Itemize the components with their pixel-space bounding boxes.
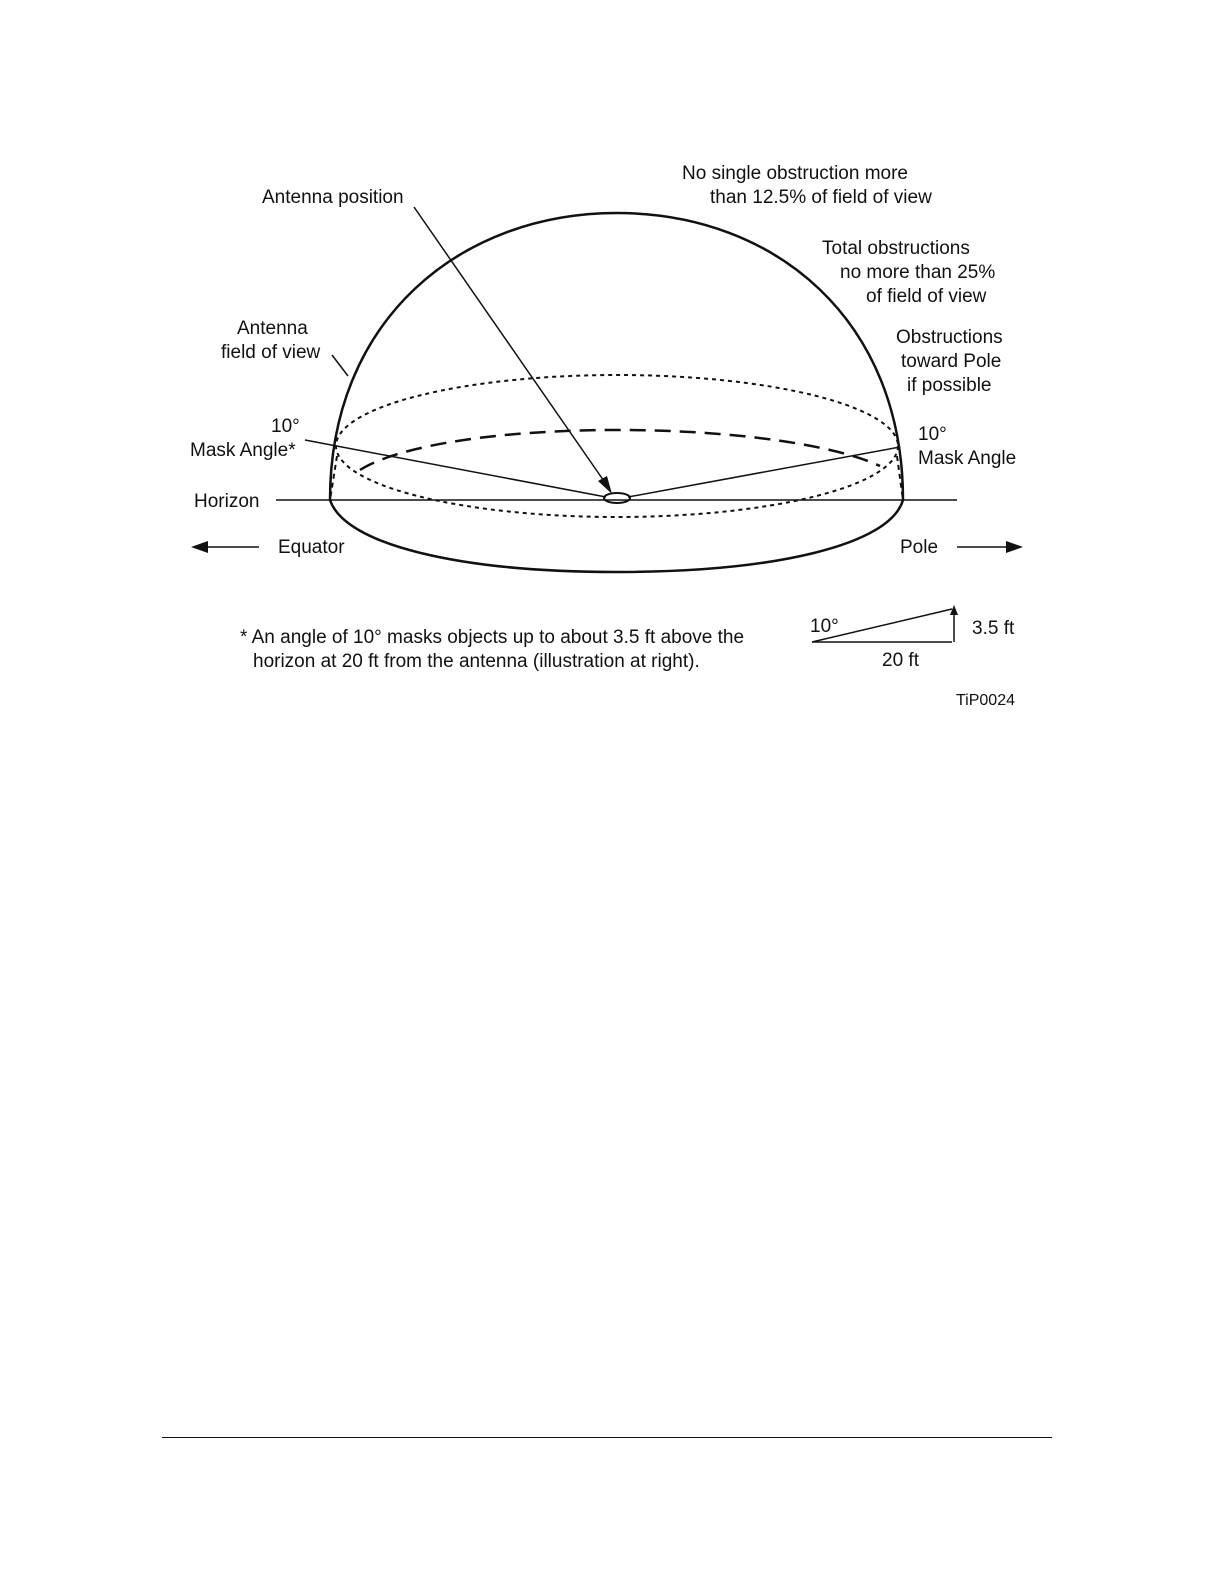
- triangle-height-arrowhead: [950, 605, 958, 615]
- label-pole: Pole: [900, 537, 939, 558]
- footer-rule: [162, 1437, 1052, 1438]
- label-equator: Equator: [278, 537, 345, 558]
- footnote-line-1: * An angle of 10° masks objects up to about 3.5 ft above the: [240, 627, 745, 648]
- label-mask-right-1: 10°: [918, 424, 947, 445]
- mask-angle-ring-dashed: [360, 430, 880, 470]
- label-total-obstructions-3: of field of view: [866, 286, 987, 307]
- antenna-marker: [604, 493, 630, 503]
- label-total-obstructions-2: no more than 25%: [840, 262, 996, 283]
- label-mask-left-2: Mask Angle*: [190, 440, 296, 461]
- figure-id: TiP0024: [956, 692, 1015, 709]
- label-single-obstruction-2: than 12.5% of field of view: [710, 187, 932, 208]
- label-obstructions-pole-3: if possible: [907, 375, 992, 396]
- label-obstructions-pole-1: Obstructions: [896, 327, 1003, 348]
- triangle-base-label: 20 ft: [882, 650, 919, 671]
- antenna-position-arrowhead: [598, 476, 612, 494]
- right-mask-angle-ray: [628, 447, 900, 497]
- field-of-view-leader: [332, 355, 348, 376]
- footnote-line-2: horizon at 20 ft from the antenna (illustration at right).: [253, 651, 700, 672]
- triangle-height-label: 3.5 ft: [972, 618, 1015, 639]
- label-horizon: Horizon: [194, 491, 260, 512]
- label-single-obstruction-1: No single obstruction more: [682, 163, 908, 184]
- pole-arrowhead: [1006, 541, 1023, 553]
- left-mask-angle-ray: [305, 440, 606, 497]
- hemisphere-dome: [330, 213, 903, 500]
- label-antenna-fov-2: field of view: [221, 342, 321, 363]
- label-mask-left-1: 10°: [271, 416, 300, 437]
- equator-arrowhead: [191, 541, 208, 553]
- label-antenna-fov-1: Antenna: [237, 318, 308, 339]
- triangle-angle-label: 10°: [810, 616, 839, 637]
- label-antenna-position: Antenna position: [262, 187, 404, 208]
- label-total-obstructions-1: Total obstructions: [822, 238, 970, 259]
- label-obstructions-pole-2: toward Pole: [901, 351, 1002, 372]
- label-mask-right-2: Mask Angle: [918, 448, 1017, 469]
- hemisphere-base-front-arc: [330, 500, 903, 572]
